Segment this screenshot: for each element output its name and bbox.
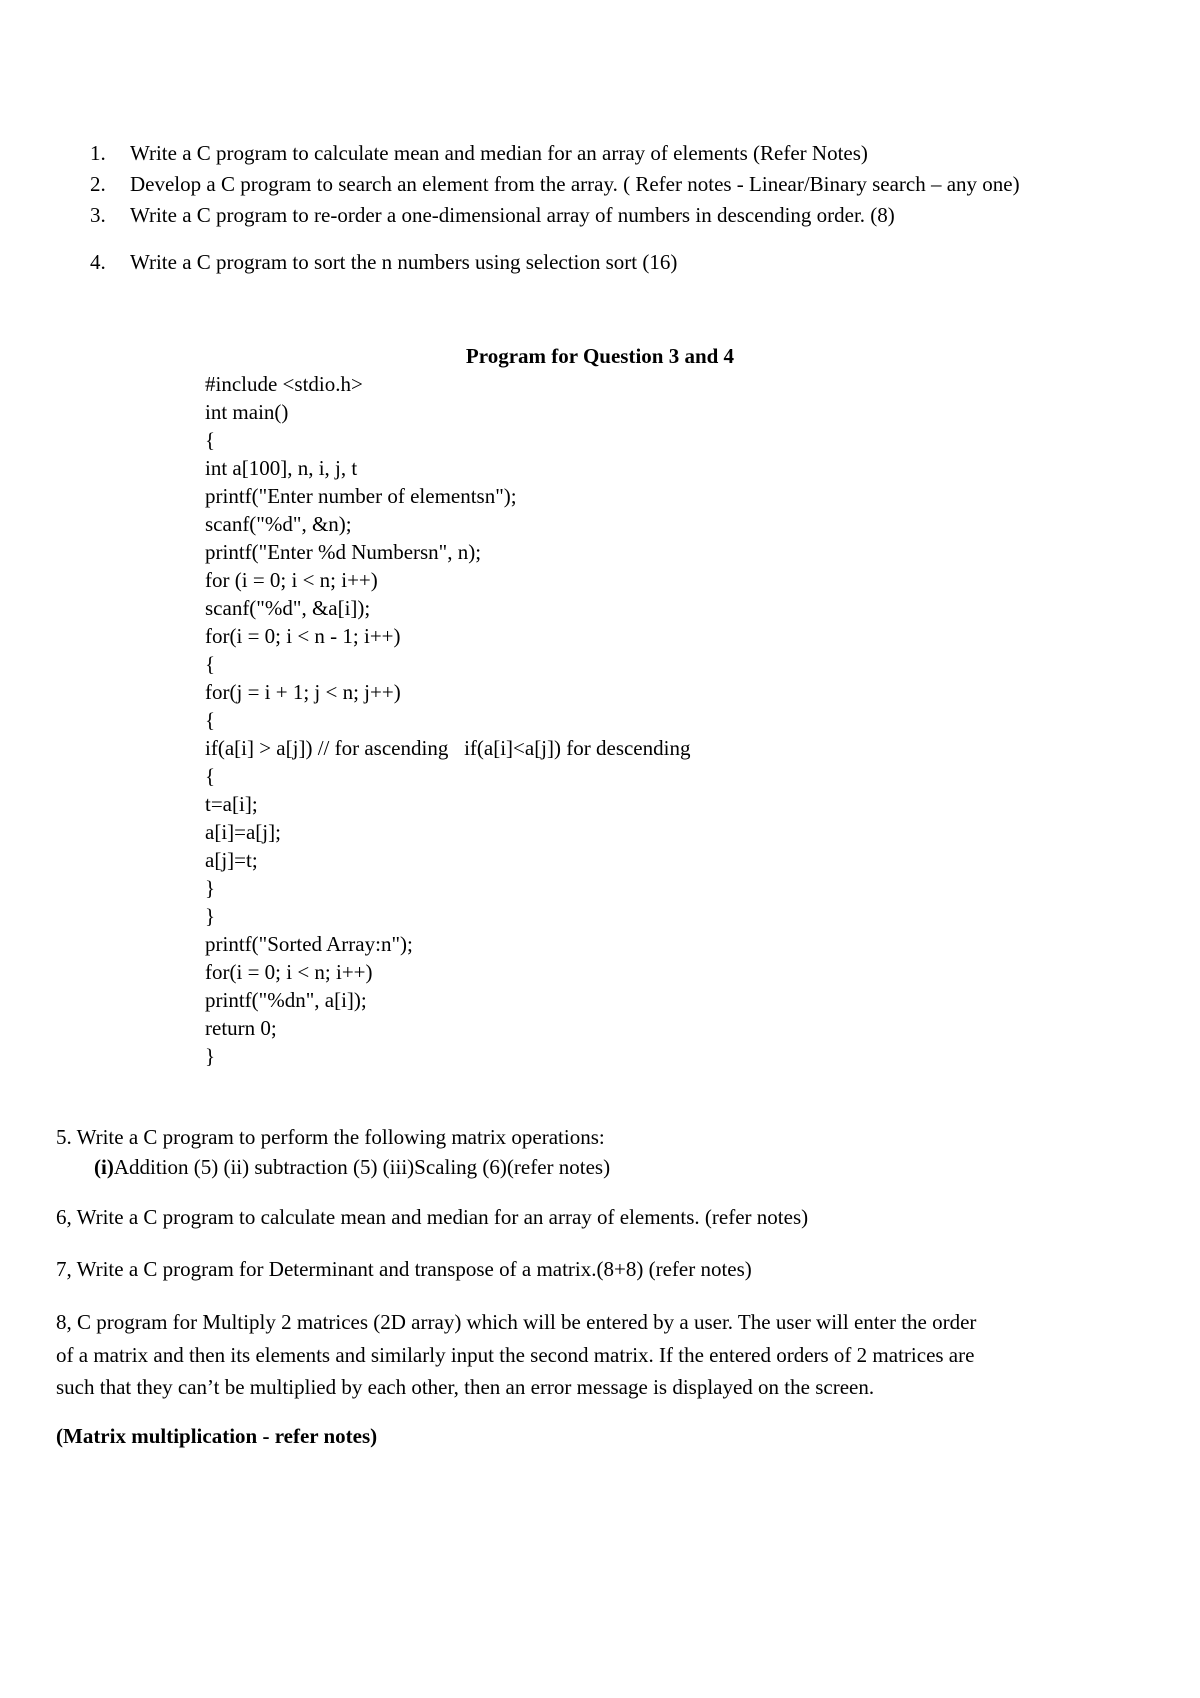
code-line: if(a[i] > a[j]) // for ascending if(a[i]<a[j]) for descending <box>205 736 691 760</box>
code-line: #include <stdio.h> <box>205 372 363 396</box>
question-text: Develop a C program to search an element from the array. ( Refer notes - Linear/Binary search – any one) <box>130 172 1020 196</box>
code-line: for(i = 0; i < n; i++) <box>205 960 373 984</box>
code-line: { <box>205 764 216 788</box>
code-line: for(j = i + 1; j < n; j++) <box>205 680 401 704</box>
question-text: Write a C program to sort the n numbers using selection sort (16) <box>130 250 678 274</box>
code-line: a[i]=a[j]; <box>205 820 281 844</box>
code-line: } <box>205 876 216 900</box>
code-line: { <box>205 652 216 676</box>
code-line: } <box>205 904 216 928</box>
question-item-4 <box>90 247 1130 278</box>
question-list <box>90 138 1130 278</box>
question-text: Write a C program to calculate mean and median for an array of elements (Refer Notes) <box>130 141 868 165</box>
question-item-2 <box>90 169 1130 200</box>
question-5: 5. Write a C program to perform the following matrix operations: <box>56 1125 605 1149</box>
code-line: } <box>205 1044 216 1068</box>
code-line: scanf("%d", &a[i]); <box>205 596 371 620</box>
question-text: Write a C program to re-order a one-dimensional array of numbers in descending order. (8) <box>130 203 895 227</box>
code-line: return 0; <box>205 1016 277 1040</box>
subpart-label: (i) <box>94 1155 114 1179</box>
code-line: int main() <box>205 400 289 424</box>
code-line: { <box>205 708 216 732</box>
code-block <box>205 370 1105 1070</box>
code-line: printf("Sorted Array:n"); <box>205 932 413 956</box>
question-item-1 <box>90 138 1130 169</box>
question-8-line: such that they can’t be multiplied by each other, then an error message is displayed on the screen. <box>56 1375 875 1399</box>
question-8-line: of a matrix and then its elements and similarly input the second matrix. If the entered orders of 2 matrices are <box>56 1342 975 1367</box>
code-line: int a[100], n, i, j, t <box>205 456 358 480</box>
subpart-text: Addition (5) (ii) subtraction (5) (iii)Scaling (6)(refer notes) <box>113 1155 611 1179</box>
question-8-line: 8, C program for Multiply 2 matrices (2D array) which will be entered by a user. The user will enter the order <box>56 1310 977 1334</box>
code-line: t=a[i]; <box>205 792 258 816</box>
code-line: printf("Enter number of elementsn"); <box>205 484 517 508</box>
code-line: a[j]=t; <box>205 848 258 872</box>
final-note: (Matrix multiplication - refer notes) <box>56 1424 378 1448</box>
question-8 <box>56 1306 1146 1404</box>
code-line: printf("%dn", a[i]); <box>205 988 367 1012</box>
program-title: Program for Question 3 and 4 <box>465 344 735 368</box>
question-number: 3. <box>90 203 106 227</box>
code-line: scanf("%d", &n); <box>205 512 352 536</box>
code-line: printf("Enter %d Numbersn", n); <box>205 540 482 564</box>
question-number: 4. <box>90 250 106 274</box>
question-number: 1. <box>90 141 106 165</box>
code-line: for(i = 0; i < n - 1; i++) <box>205 624 401 648</box>
question-6: 6, Write a C program to calculate mean and median for an array of elements. (refer notes) <box>56 1205 809 1229</box>
question-7: 7, Write a C program for Determinant and transpose of a matrix.(8+8) (refer notes) <box>56 1257 752 1281</box>
question-5-subparts <box>94 1152 610 1182</box>
code-line: { <box>205 428 216 452</box>
code-line: for (i = 0; i < n; i++) <box>205 568 378 592</box>
question-item-3 <box>90 200 1130 231</box>
question-number: 2. <box>90 172 106 196</box>
